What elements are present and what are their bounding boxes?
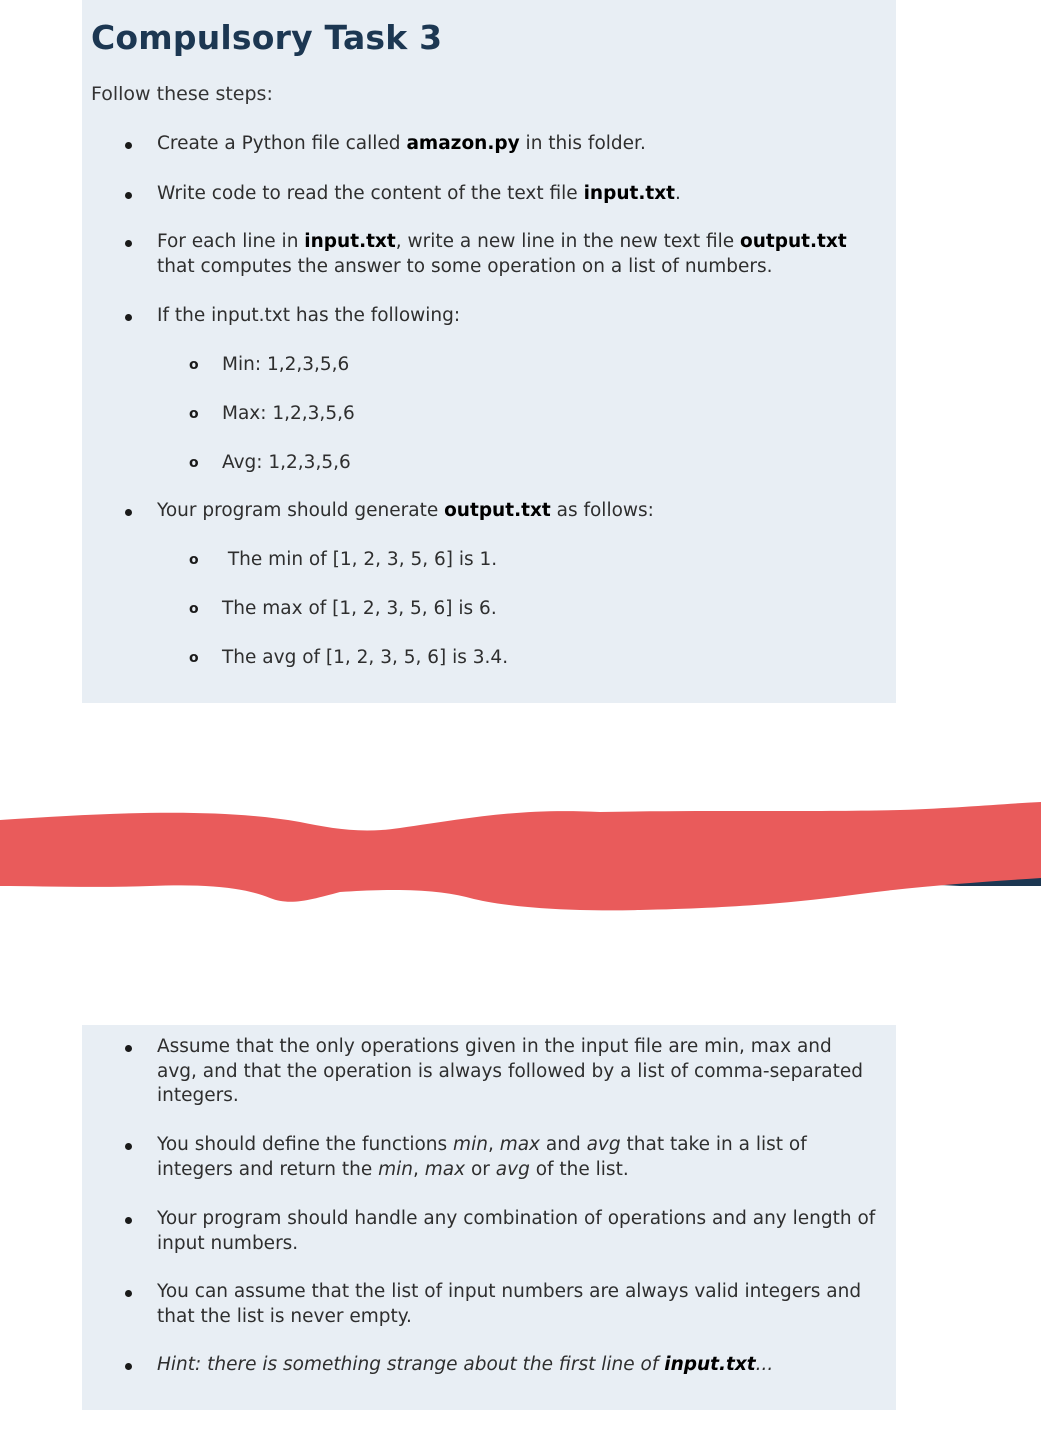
sub-bullet-icon: o xyxy=(189,552,199,568)
rule-item: Assume that the only operations given in the input file are min, max and avg, and that the operation is always followed by a list of comma-separated integers. xyxy=(157,1035,877,1109)
redaction-scribble xyxy=(0,790,1041,930)
sub-bullet-icon: o xyxy=(189,455,199,471)
rule-item: You should define the functions min, max and avg that take in a list of integers and return the min, max or avg of the list. xyxy=(157,1133,877,1182)
redaction-stroke xyxy=(0,802,1041,910)
step-item: Your program should generate output.txt as follows: xyxy=(157,499,877,524)
rule-item: Your program should handle any combination of operations and any length of input numbers. xyxy=(157,1207,877,1256)
sub-bullet-icon: o xyxy=(189,601,199,617)
output-example: The min of [1, 2, 3, 5, 6] is 1. xyxy=(222,549,498,570)
intro-text: Follow these steps: xyxy=(91,83,273,105)
rule-item: You can assume that the list of input numbers are always valid integers and that the list is never empty. xyxy=(157,1280,877,1329)
step-item: For each line in input.txt, write a new line in the new text file output.txt that computes the answer to some operation on a list of numbers. xyxy=(157,230,877,279)
input-example: Max: 1,2,3,5,6 xyxy=(222,403,355,424)
sub-bullet-icon: o xyxy=(189,406,199,422)
hint-item: Hint: there is something strange about the first line of input.txt... xyxy=(157,1353,877,1378)
input-example: Avg: 1,2,3,5,6 xyxy=(222,452,351,473)
sub-bullet-icon: o xyxy=(189,357,199,373)
step-item: Write code to read the content of the text file input.txt. xyxy=(157,182,877,207)
page-title: Compulsory Task 3 xyxy=(91,18,443,57)
input-example: Min: 1,2,3,5,6 xyxy=(222,354,350,375)
sub-bullet-icon: o xyxy=(189,650,199,666)
step-item: Create a Python file called amazon.py in this folder. xyxy=(157,132,877,157)
output-example: The avg of [1, 2, 3, 5, 6] is 3.4. xyxy=(222,647,509,668)
output-example: The max of [1, 2, 3, 5, 6] is 6. xyxy=(222,598,497,619)
step-item: If the input.txt has the following: xyxy=(157,304,877,329)
